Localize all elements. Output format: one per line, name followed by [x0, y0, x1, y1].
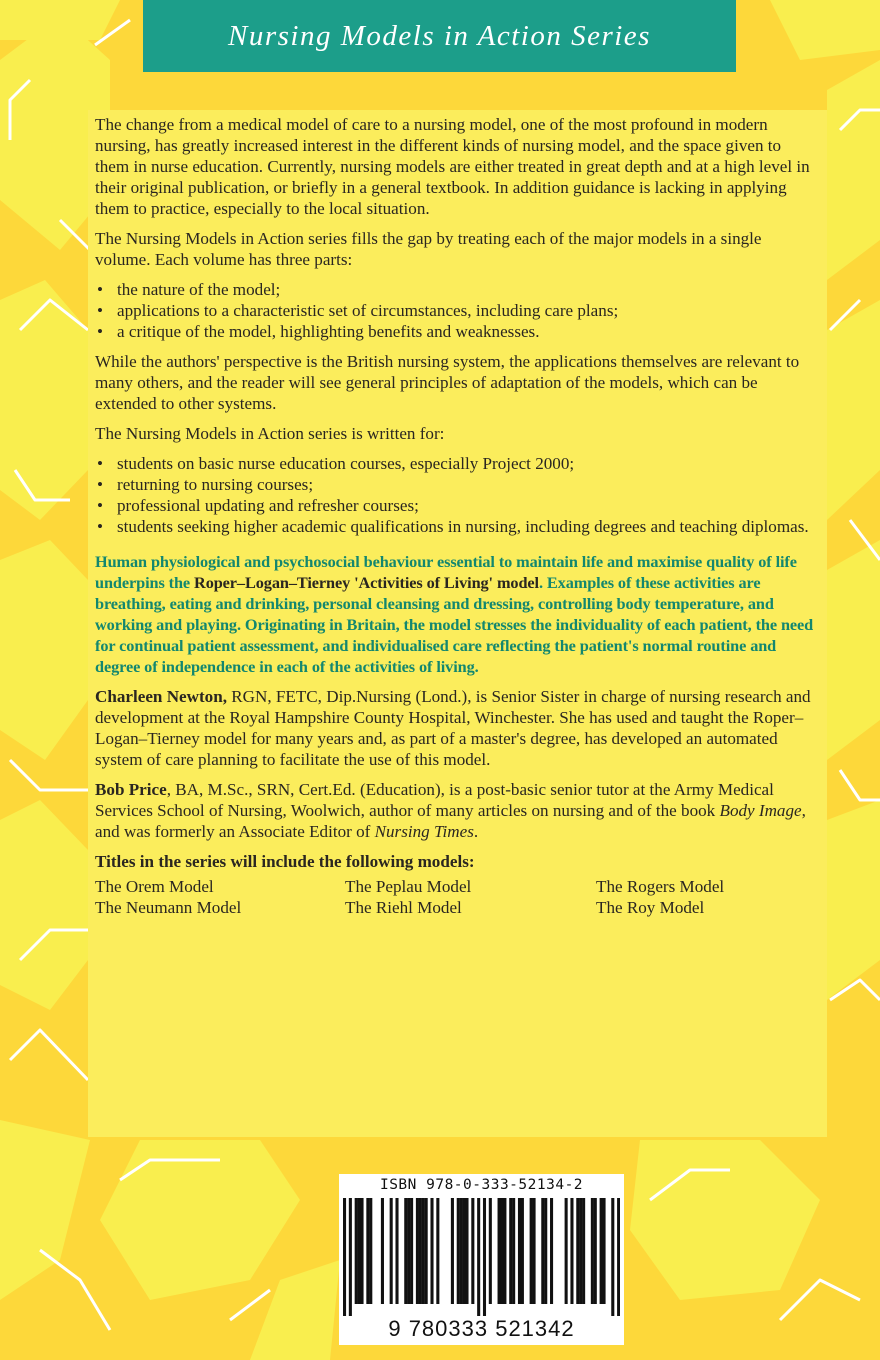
barcode-bar	[366, 1198, 369, 1304]
barcode-bar	[451, 1198, 454, 1304]
barcode-bar	[570, 1198, 573, 1304]
barcode-bar	[541, 1198, 544, 1304]
barcode-bar	[565, 1198, 568, 1304]
barcode-bar	[395, 1198, 398, 1304]
model-description-lead: Human physiological and psychosocial behaviour essential to maintain life and maximise quality of life underpins the	[95, 552, 797, 592]
barcode-bar	[407, 1198, 410, 1304]
list-item: • students seeking higher academic qualifications in nursing, including degrees and teaching diplomas.	[95, 516, 816, 537]
barcode-bar	[419, 1198, 422, 1304]
barcode-bar	[600, 1198, 603, 1304]
audience-list	[95, 453, 816, 537]
intro-paragraph-1: The change from a medical model of care to a nursing model, one of the most profound in modern nursing, has greatly increased interest in the different kinds of nursing model, and the space given to them in nurse education. Currently, nursing models are either treated in great depth and at a high level in their original publication, or briefly in a general textbook. In addition guidance is lacking in applying them to practice, especially to the local situation.	[95, 115, 810, 218]
barcode-bar	[390, 1198, 393, 1304]
series-titles-grid	[95, 876, 816, 918]
list-item: • applications to a characteristic set of circumstances, including care plans;	[95, 300, 816, 321]
author-name-newton: Charleen Newton,	[95, 687, 227, 706]
barcode-bar	[369, 1198, 372, 1304]
list-item: • returning to nursing courses;	[95, 474, 816, 495]
barcode-bar	[460, 1198, 463, 1304]
barcode-bar	[343, 1198, 346, 1316]
intro-paragraph-2: The Nursing Models in Action series fills the gap by treating each of the major models in a single volume. Each volume has three parts:	[95, 229, 762, 269]
barcode-bar	[550, 1198, 553, 1304]
barcode-bar	[430, 1198, 433, 1304]
barcode-bar	[576, 1198, 579, 1304]
barcode-bar	[594, 1198, 597, 1304]
list-item: • professional updating and refresher courses;	[95, 495, 816, 516]
list-item: • a critique of the model, highlighting benefits and weaknesses.	[95, 321, 816, 342]
barcode-bar	[582, 1198, 585, 1304]
barcode-bar	[617, 1198, 620, 1316]
series-title: Nursing Models in Action Series	[228, 19, 651, 52]
author-bio-newton-text: RGN, FETC, Dip.Nursing (Lond.), is Senior Sister in charge of nursing research and development at the Royal Hampshire County Hospital, Winchester. She has used and taught the Roper–Logan–Tierney model for many years and, as part of a master's degree, has developed an automated system of care planning to facilitate the use of this model.	[95, 687, 811, 769]
series-title-item: The Riehl Model	[345, 898, 462, 917]
series-title-item: The Peplau Model	[345, 877, 472, 896]
barcode-bars	[343, 1198, 620, 1316]
barcode-bar	[381, 1198, 384, 1304]
author-bio-price-text-1: , BA, M.Sc., SRN, Cert.Ed. (Education), is a post-basic senior tutor at the Army Medical Services School of Nursing, Woolwich, author of many articles on nursing and of the book	[95, 780, 774, 820]
barcode-bar	[544, 1198, 547, 1304]
barcode-bar	[416, 1198, 419, 1304]
barcode-digits: 9 780333 521342	[388, 1316, 575, 1341]
barcode-bar	[591, 1198, 594, 1304]
barcode-bar	[349, 1198, 352, 1316]
barcode-bar	[579, 1198, 582, 1304]
barcode-bar	[521, 1198, 524, 1304]
model-name: Roper–Logan–Tierney 'Activities of Living' model	[194, 573, 539, 592]
series-title-item: The Orem Model	[95, 877, 214, 896]
author-bio-newton	[95, 686, 816, 770]
volume-parts-list	[95, 279, 816, 342]
barcode-bar	[422, 1198, 425, 1304]
barcode-bar	[471, 1198, 474, 1304]
barcode-bar	[512, 1198, 515, 1304]
barcode-bar	[483, 1198, 486, 1316]
barcode-bar	[498, 1198, 501, 1304]
barcode-bar	[611, 1198, 614, 1316]
barcode-bar	[518, 1198, 521, 1304]
series-title-item: The Neumann Model	[95, 898, 242, 917]
barcode-bar	[489, 1198, 492, 1304]
model-description-body: . Examples of these activities are breathing, eating and drinking, personal cleansing and dressing, controlling body temperature, and working and playing. Originating in Britain, the model stresses the individuality of each patient, the need for continual patient assessment, and individualised care reflecting the patient's normal routine and degree of independence in each of the activities of living.	[95, 573, 814, 676]
series-title-item: The Roy Model	[596, 898, 705, 917]
isbn-barcode	[339, 1174, 624, 1345]
barcode-bar	[404, 1198, 407, 1304]
barcode-bar	[425, 1198, 428, 1304]
list-item: • students on basic nurse education courses, especially Project 2000;	[95, 453, 816, 474]
barcode-bar	[436, 1198, 439, 1304]
journal-title: Nursing Times	[374, 822, 474, 841]
list-item: • the nature of the model;	[95, 279, 816, 300]
barcode-bar	[410, 1198, 413, 1304]
barcode-bar	[500, 1198, 503, 1304]
barcode-bar	[465, 1198, 468, 1304]
author-bio-price	[95, 779, 816, 842]
barcode-bar	[533, 1198, 536, 1304]
barcode-bar	[509, 1198, 512, 1304]
series-titles-heading: Titles in the series will include the following models:	[95, 852, 475, 871]
author-name-price: Bob Price	[95, 780, 167, 799]
author-bio-price-text-3: .	[473, 822, 479, 841]
barcode-bar	[360, 1198, 363, 1304]
barcode-bar	[463, 1198, 466, 1304]
barcode-bar	[457, 1198, 460, 1304]
barcode-bar	[477, 1198, 480, 1316]
book-title: Body Image	[719, 801, 802, 820]
intro-paragraph-3: While the authors' perspective is the British nursing system, the applications themselves are relevant to many others, and the reader will see general principles of adaptation of the models, which can be extended to other systems.	[95, 352, 800, 413]
isbn-label: ISBN 978-0-333-52134-2	[379, 1177, 584, 1193]
intro-paragraph-4: The Nursing Models in Action series is written for:	[95, 424, 445, 443]
barcode-bar	[503, 1198, 506, 1304]
author-bio-price-text-2: , and was formerly an Associate Editor of	[95, 801, 806, 841]
barcode-bar	[603, 1198, 606, 1304]
barcode-bar	[358, 1198, 361, 1304]
model-description	[95, 551, 816, 677]
blurb-panel	[88, 110, 827, 1137]
series-header-band	[143, 0, 736, 72]
barcode-bar	[530, 1198, 533, 1304]
series-title-item: The Rogers Model	[596, 877, 725, 896]
barcode-bar	[355, 1198, 358, 1304]
